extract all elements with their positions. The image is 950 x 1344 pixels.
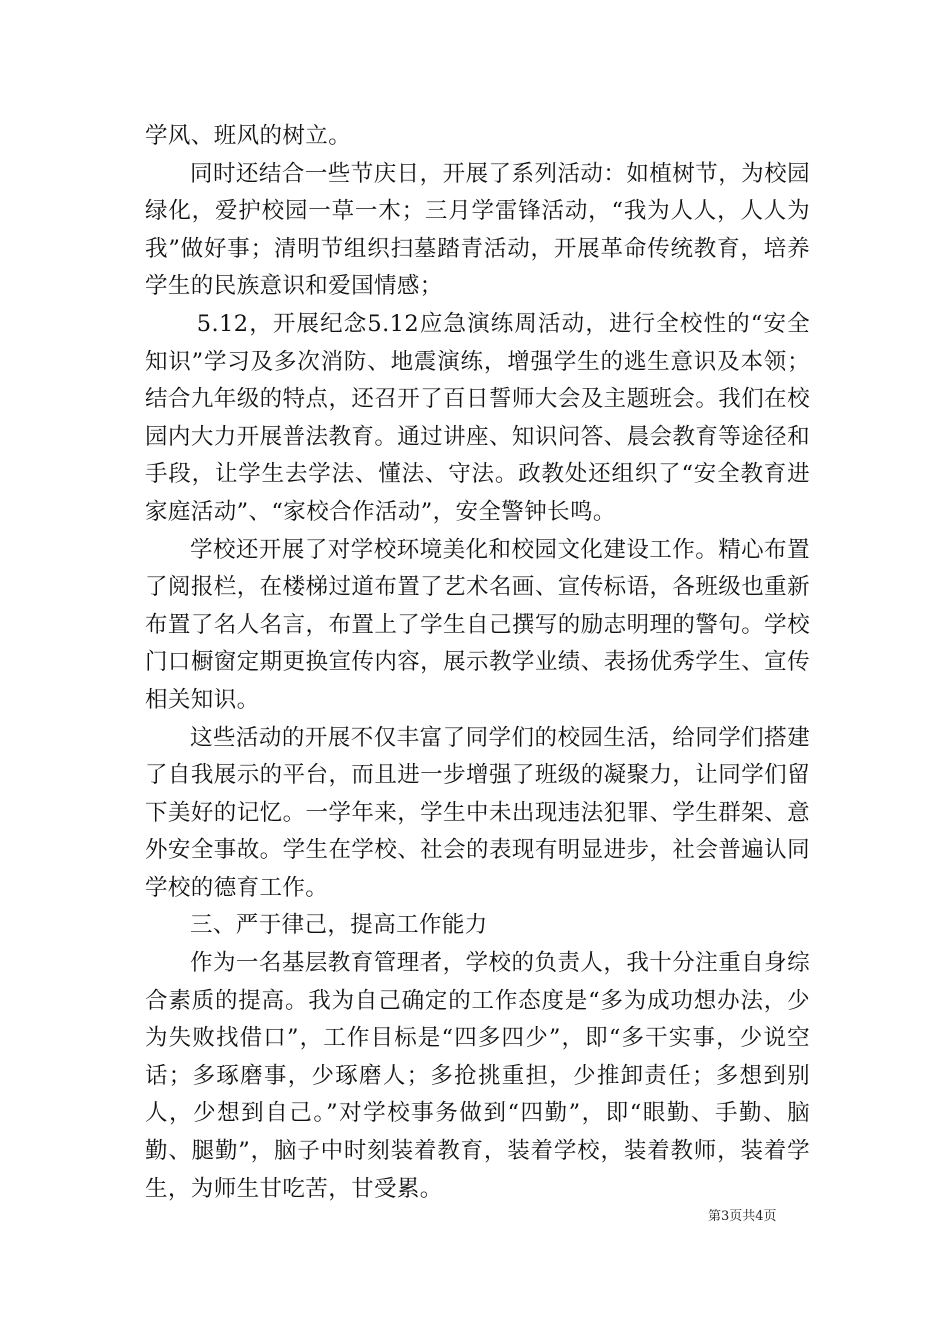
paragraph-safety-drills: 5.12，开展纪念5.12应急演练周活动，进行全校性的“安全知识”学习及多次消防、地震演练，增强学生的逃生意识及本领；结合九年级的特点，还召开了百日誓师大会及主题班会。我们在校园内大力开展普法教育。通过讲座、知识问答、晨会教育等途径和手段，让学生去学法、懂法、守法。政教处还组织了“安全教育进家庭活动”、“家校合作活动”，安全警钟长鸣。 — [145, 310, 810, 525]
paragraph-campus-culture: 学校还开展了对学校环境美化和校园文化建设工作。精心布置了阅报栏，在楼梯过道布置了艺术名画、宣传标语，各班级也重新布置了名人名言，布置上了学生自己撰写的励志明理的警句。学校门口橱窗定期更换宣传内容，展示教学业绩、表扬优秀学生、宣传相关知识。 — [145, 536, 810, 713]
document-body — [145, 118, 810, 1208]
paragraph-self-discipline: 作为一名基层教育管理者，学校的负责人，我十分注重自身综合素质的提高。我为自己确定的工作态度是“多为成功想办法，少为失败找借口”，工作目标是“四多四少”，即“多干实事，少说空话；多琢磨事，少琢磨人；多抢挑重担，少推卸责任；多想到别人，少想到自己。”对学校事务做到“四勤”，即“眼勤、手勤、脑勤、腿勤”，脑子中时刻装着教育，装着学校，装着教师，装着学生，为师生甘吃苦，甘受累。 — [145, 950, 810, 1202]
paragraph-continuation: 学风、班风的树立。 — [145, 123, 352, 149]
paragraph-activity-results: 这些活动的开展不仅丰富了同学们的校园生活，给同学们搭建了自我展示的平台，而且进一步增强了班级的凝聚力，让同学们留下美好的记忆。一学年来，学生中未出现违法犯罪、学生群架、意外安全事故。学生在学校、社会的表现有明显进步，社会普遍认同学校的德育工作。 — [145, 724, 810, 901]
section-heading: 三、严于律己，提高工作能力 — [190, 912, 488, 939]
page-number-footer: 第3页共4页 — [708, 1209, 777, 1224]
paragraph-festival-activities: 同时还结合一些节庆日，开展了系列活动：如植树节，为校园绿化，爱护校园一草一木；三月学雷锋活动，“我为人人，人人为我”做好事；清明节组织扫墓踏青活动，开展革命传统教育，培养学生的民族意识和爱国情感； — [145, 160, 810, 300]
